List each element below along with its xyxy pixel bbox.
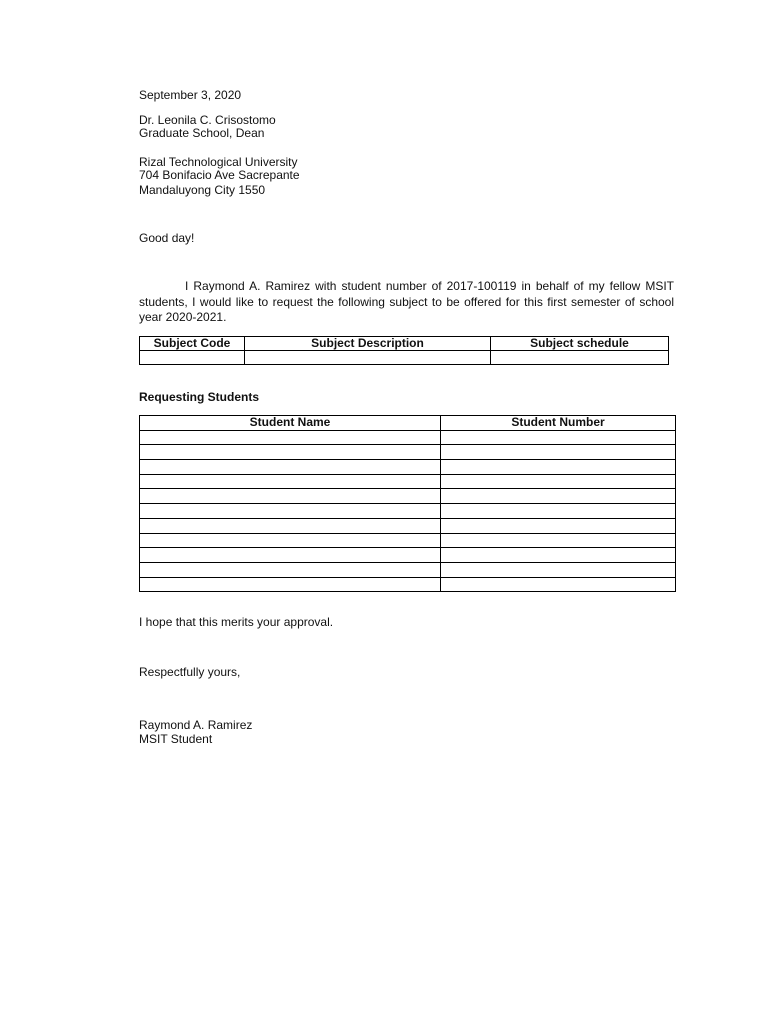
- table-cell: [491, 351, 669, 365]
- subject-description-header: Subject Description: [245, 337, 491, 351]
- table-cell: [441, 548, 676, 563]
- requesting-students-title: Requesting Students: [139, 390, 260, 404]
- table-cell: [140, 445, 441, 460]
- table-cell: [140, 351, 245, 365]
- body-text: I Raymond A. Ramirez with student number of 2017-100119 in behalf of my fellow MSIT students, I would like to request the following subject to be offered for this first semester of school year 2020-2021.: [139, 279, 674, 324]
- signatory-name: Raymond A. Ramirez: [139, 718, 253, 732]
- valediction: Respectfully yours,: [139, 665, 241, 679]
- students-table-row: [140, 504, 676, 519]
- students-table-row: [140, 460, 676, 475]
- table-cell: [140, 460, 441, 475]
- table-cell: [140, 504, 441, 519]
- table-cell: [441, 460, 676, 475]
- students-table-row: [140, 430, 676, 445]
- subject-table-row: [140, 351, 669, 365]
- students-table-row: [140, 518, 676, 533]
- table-cell: [140, 518, 441, 533]
- recipient-address-line-2: Mandaluyong City 1550: [139, 183, 266, 197]
- table-cell: [441, 430, 676, 445]
- table-cell: [140, 562, 441, 577]
- table-cell: [441, 562, 676, 577]
- table-cell: [441, 533, 676, 548]
- table-cell: [441, 577, 676, 592]
- table-cell: [140, 548, 441, 563]
- students-table-row: [140, 489, 676, 504]
- students-table-row: [140, 562, 676, 577]
- subject-code-header: Subject Code: [140, 337, 245, 351]
- students-table-row: [140, 445, 676, 460]
- table-cell: [441, 474, 676, 489]
- signatory-title: MSIT Student: [139, 732, 213, 746]
- recipient-title: Graduate School, Dean: [139, 126, 265, 140]
- greeting: Good day!: [139, 231, 195, 245]
- table-cell: [441, 445, 676, 460]
- body-paragraph: [139, 279, 674, 326]
- students-table-row: [140, 474, 676, 489]
- students-table: [139, 415, 676, 592]
- table-cell: [140, 430, 441, 445]
- students-table-header-row: [140, 416, 676, 431]
- table-cell: [140, 577, 441, 592]
- letter-date: September 3, 2020: [139, 88, 242, 102]
- students-table-row: [140, 533, 676, 548]
- students-table-row: [140, 577, 676, 592]
- table-cell: [140, 474, 441, 489]
- student-number-header: Student Number: [441, 416, 676, 431]
- table-cell: [140, 489, 441, 504]
- subject-schedule-header: Subject schedule: [491, 337, 669, 351]
- closing-line: I hope that this merits your approval.: [139, 615, 334, 629]
- recipient-institution: Rizal Technological University: [139, 155, 298, 169]
- table-cell: [441, 489, 676, 504]
- recipient-name: Dr. Leonila C. Crisostomo: [139, 113, 276, 127]
- students-table-row: [140, 548, 676, 563]
- subject-table: [139, 336, 669, 365]
- table-cell: [140, 533, 441, 548]
- student-name-header: Student Name: [140, 416, 441, 431]
- table-cell: [441, 518, 676, 533]
- table-cell: [441, 504, 676, 519]
- table-cell: [245, 351, 491, 365]
- subject-table-header-row: [140, 337, 669, 351]
- recipient-address-line-1: 704 Bonifacio Ave Sacrepante: [139, 168, 300, 182]
